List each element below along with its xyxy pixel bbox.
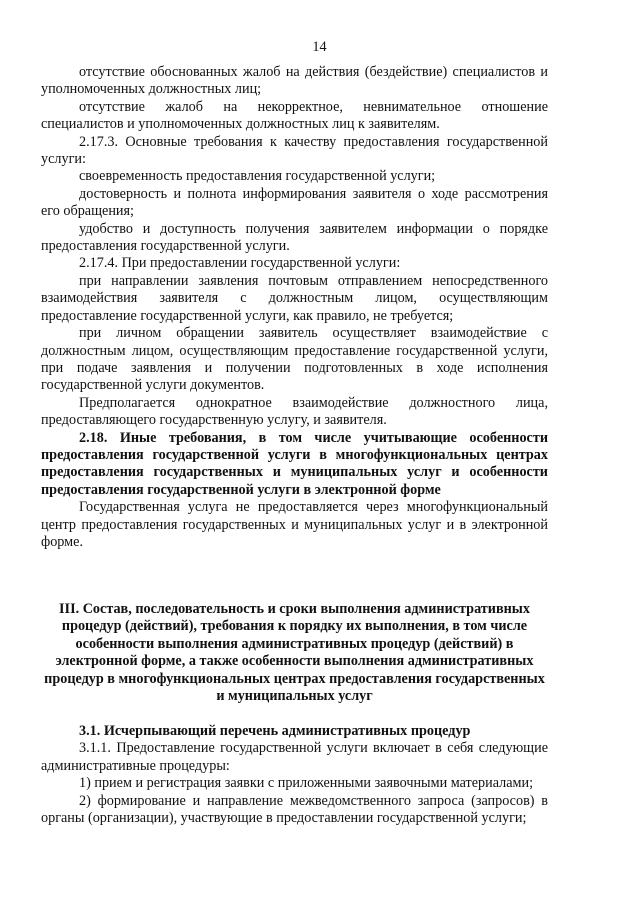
paragraph: 2.17.4. При предоставлении государственной услуги: [79,255,401,272]
section-a-text [41,64,548,551]
paragraph: удобство и доступность получения заявителем информации о порядке предоставления государственной услуги. [41,220,548,255]
section-3-1-heading: 3.1. Исчерпывающий перечень административных процедур [79,723,471,739]
list-item: 1) прием и регистрация заявки с приложенными заявочными материалами; [79,775,534,792]
list-item: 2) формирование и направление межведомственного запроса (запросов) в органы (организации), участвующие в предоставлении государственной услуги; [41,792,548,827]
paragraph: при личном обращении заявитель осуществляет взаимодействие с должностным лицом, осуществляющим предоставление государственной услуги, при подаче заявления и получении подготовленных в ходе исполнения государственной услуги документов. [41,325,548,394]
paragraph: 3.1.1. Предоставление государственной услуги включает в себя следующие административные процедуры: [41,740,548,774]
paragraph: отсутствие жалоб на некорректное, невнимательное отношение специалистов и уполномоченных должностных лиц к заявителям. [41,98,548,133]
paragraph: достоверность и полнота информирования заявителя о ходе рассмотрения его обращения; [41,185,548,220]
section-2-18-heading: 2.18. Иные требования, в том числе учитывающие особенности предоставления государственной услуги в многофункциональных центрах предоставления государственных и муниципальных услуг и особенности предоставления государственной услуги в электронной форме [41,429,548,498]
paragraph: своевременность предоставления государственной услуги; [79,168,436,185]
paragraph: при направлении заявления почтовым отправлением непосредственного взаимодействия заявителя с должностным лицом, осуществляющим предоставление государственной услуги, как правило, не требуется; [41,272,548,324]
paragraph: отсутствие обоснованных жалоб на действия (бездействие) специалистов и уполномоченных должностных лиц; [41,64,548,98]
section-3-1 [41,723,548,827]
chapter-3-heading: III. Состав, последовательность и сроки выполнения административных процедур (действий), требования к порядку их выполнения, в том числе особенности выполнения административных процедур (действий) в электронной форме, а также особенности выполнения административных процедур в многофункциональных центрах предоставления государственных и муниципальных услуг [44,601,545,705]
paragraph: Предполагается однократное взаимодействие должностного лица, предоставляющего государственную услугу, и заявителя. [41,394,548,429]
section-2-18-text: Государственная услуга не предоставляется через многофункциональный центр предоставления государственных и муниципальных услуг и в электронной форме. [41,499,548,550]
page-number: 14 [312,39,327,55]
paragraph: 2.17.3. Основные требования к качеству предоставления государственной услуги: [41,133,548,168]
